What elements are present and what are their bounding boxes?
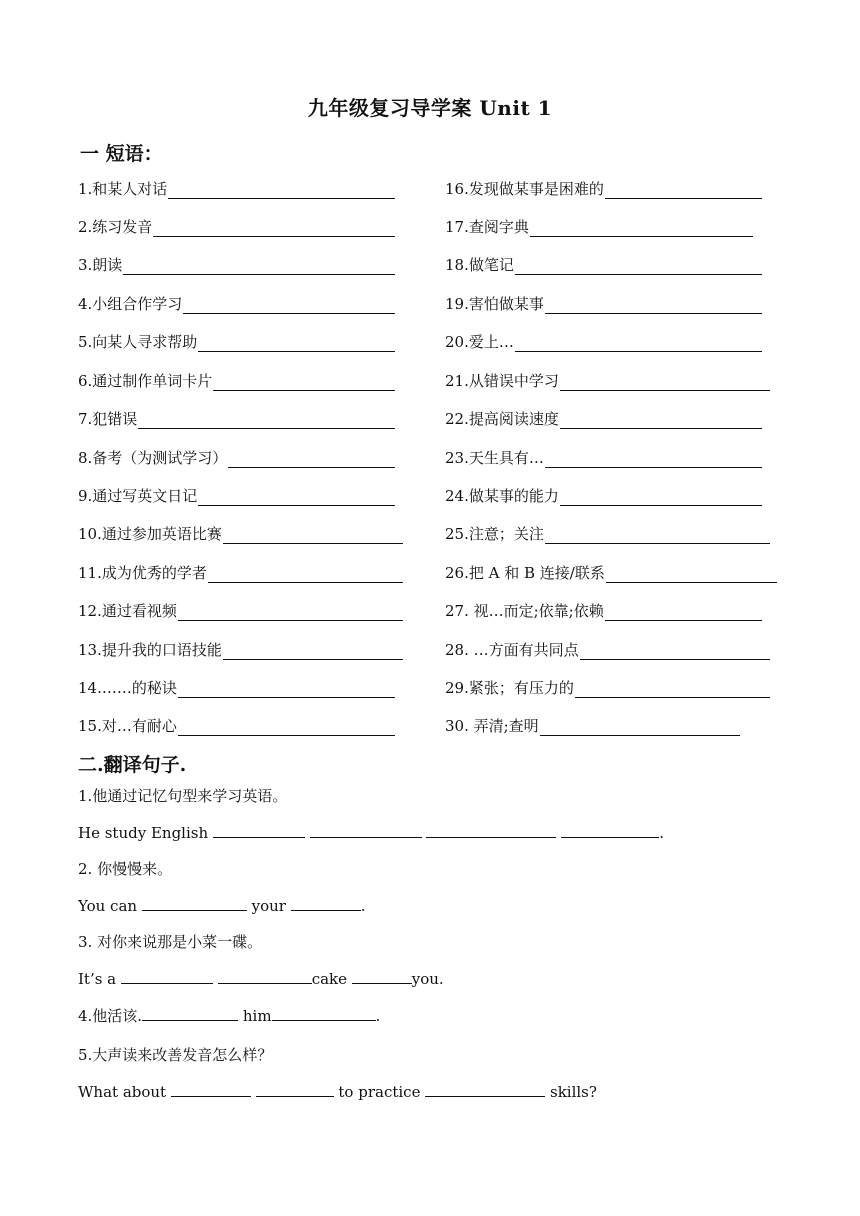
phrase-item — [78, 640, 403, 660]
sentence-chinese: 4.他活该. him . — [78, 1007, 381, 1025]
phrase-label: 19.害怕做某事 — [445, 295, 544, 313]
answer-blank[interactable] — [178, 604, 403, 621]
phrase-label: 30. 弄清;查明 — [445, 717, 539, 735]
phrase-label: 4.小组合作学习 — [78, 295, 183, 313]
phrase-item — [78, 332, 395, 352]
phrase-label: 18.做笔记 — [445, 256, 514, 274]
phrase-label: 3.朗读 — [78, 256, 123, 274]
phrase-label: 5.向某人寻求帮助 — [78, 333, 198, 351]
answer-blank[interactable] — [352, 969, 412, 984]
answer-blank[interactable] — [575, 681, 770, 698]
phrase-item — [78, 563, 403, 583]
phrase-label: 10.通过参加英语比赛 — [78, 525, 222, 543]
sentence-chinese: 3. 对你来说那是小菜一碟。 — [78, 933, 263, 951]
answer-blank[interactable] — [142, 896, 247, 911]
phrase-item — [78, 179, 395, 199]
answer-blank[interactable] — [515, 258, 762, 275]
answer-blank[interactable] — [515, 335, 762, 352]
answer-blank[interactable] — [178, 681, 395, 698]
answer-blank[interactable] — [560, 412, 762, 429]
answer-blank[interactable] — [605, 182, 762, 199]
answer-blank[interactable] — [138, 412, 395, 429]
phrase-label: 21.从错误中学习 — [445, 372, 559, 390]
phrase-item — [445, 601, 762, 621]
answer-blank[interactable] — [228, 451, 395, 468]
page-title: 九年级复习导学案 Unit 1 — [307, 96, 553, 120]
phrase-item — [445, 332, 762, 352]
answer-blank[interactable] — [291, 896, 361, 911]
phrase-item — [445, 371, 770, 391]
answer-blank[interactable] — [605, 604, 762, 621]
answer-blank[interactable] — [560, 374, 770, 391]
phrase-item — [445, 486, 762, 506]
answer-blank[interactable] — [540, 719, 740, 736]
answer-blank[interactable] — [142, 1006, 238, 1021]
sentence-chinese: 5.大声读来改善发音怎么样？ — [78, 1046, 273, 1064]
answer-blank[interactable] — [425, 1082, 545, 1097]
phrase-label: 1.和某人对话 — [78, 180, 168, 198]
answer-blank[interactable] — [223, 643, 403, 660]
phrase-label: 26.把 A 和 B 连接/联系 — [445, 564, 605, 582]
phrase-label: 6.通过制作单词卡片 — [78, 372, 213, 390]
phrase-item — [78, 678, 395, 698]
sentence-english: He study English . — [78, 824, 665, 842]
phrase-item — [78, 448, 395, 468]
phrase-item — [445, 294, 762, 314]
phrase-item — [445, 678, 770, 698]
section-heading-phrases: 一 短语： — [80, 143, 163, 165]
phrase-item — [445, 409, 762, 429]
sentence-chinese: 2. 你慢慢来。 — [78, 860, 173, 878]
phrase-item — [445, 179, 762, 199]
sentence-english: It’s a cake you. — [78, 970, 444, 988]
phrase-label: 14.……的秘诀 — [78, 679, 177, 697]
phrase-label: 11.成为优秀的学者 — [78, 564, 207, 582]
phrase-label: 28. …方面有共同点 — [445, 641, 579, 659]
answer-blank[interactable] — [606, 566, 777, 583]
phrase-item — [445, 217, 753, 237]
phrase-item — [78, 601, 403, 621]
answer-blank[interactable] — [426, 823, 556, 838]
answer-blank[interactable] — [545, 297, 762, 314]
phrase-label: 2.练习发音 — [78, 218, 153, 236]
phrase-item — [78, 294, 395, 314]
phrase-label: 20.爱上… — [445, 333, 514, 351]
answer-blank[interactable] — [545, 451, 762, 468]
phrase-item — [78, 524, 403, 544]
phrase-label: 9.通过写英文日记 — [78, 487, 198, 505]
phrase-label: 27. 视…而定;依靠;依赖 — [445, 602, 604, 620]
phrase-item — [445, 716, 740, 736]
answer-blank[interactable] — [561, 823, 659, 838]
phrase-label: 24.做某事的能力 — [445, 487, 559, 505]
answer-blank[interactable] — [310, 823, 422, 838]
phrase-label: 7.犯错误 — [78, 410, 138, 428]
answer-blank[interactable] — [272, 1006, 376, 1021]
phrase-item — [78, 255, 395, 275]
phrase-label: 23.天生具有… — [445, 449, 544, 467]
section-heading-translation: 二.翻译句子. — [78, 754, 187, 776]
answer-blank[interactable] — [218, 969, 312, 984]
answer-blank[interactable] — [178, 719, 395, 736]
phrase-label: 13.提升我的口语技能 — [78, 641, 222, 659]
answer-blank[interactable] — [183, 297, 395, 314]
answer-blank[interactable] — [198, 335, 395, 352]
phrase-label: 8.备考（为测试学习） — [78, 449, 228, 467]
phrase-label: 12.通过看视频 — [78, 602, 177, 620]
phrase-item — [445, 563, 777, 583]
answer-blank[interactable] — [256, 1082, 334, 1097]
answer-blank[interactable] — [168, 182, 395, 199]
answer-blank[interactable] — [208, 566, 403, 583]
phrase-item — [445, 255, 762, 275]
answer-blank[interactable] — [560, 489, 762, 506]
phrase-label: 29.紧张；有压力的 — [445, 679, 574, 697]
answer-blank[interactable] — [171, 1082, 251, 1097]
phrase-label: 15.对…有耐心 — [78, 717, 177, 735]
phrase-item — [78, 486, 395, 506]
answer-blank[interactable] — [153, 220, 395, 237]
answer-blank[interactable] — [198, 489, 395, 506]
answer-blank[interactable] — [580, 643, 770, 660]
answer-blank[interactable] — [223, 527, 403, 544]
answer-blank[interactable] — [123, 258, 395, 275]
sentence-english: You can your . — [78, 897, 366, 915]
phrase-item — [445, 524, 770, 544]
phrase-item — [78, 409, 395, 429]
phrase-item — [78, 716, 395, 736]
answer-blank[interactable] — [121, 969, 213, 984]
phrase-label: 16.发现做某事是困难的 — [445, 180, 604, 198]
phrase-label: 25.注意；关注 — [445, 525, 544, 543]
answer-blank[interactable] — [213, 374, 395, 391]
sentence-english: What about to practice skills? — [78, 1083, 597, 1101]
phrase-item — [78, 217, 395, 237]
phrase-item — [445, 640, 770, 660]
answer-blank[interactable] — [530, 220, 753, 237]
answer-blank[interactable] — [213, 823, 305, 838]
phrase-item — [445, 448, 762, 468]
answer-blank[interactable] — [545, 527, 770, 544]
phrase-label: 17.查阅字典 — [445, 218, 529, 236]
phrase-item — [78, 371, 395, 391]
phrase-label: 22.提高阅读速度 — [445, 410, 559, 428]
sentence-chinese: 1.他通过记忆句型来学习英语。 — [78, 787, 288, 805]
